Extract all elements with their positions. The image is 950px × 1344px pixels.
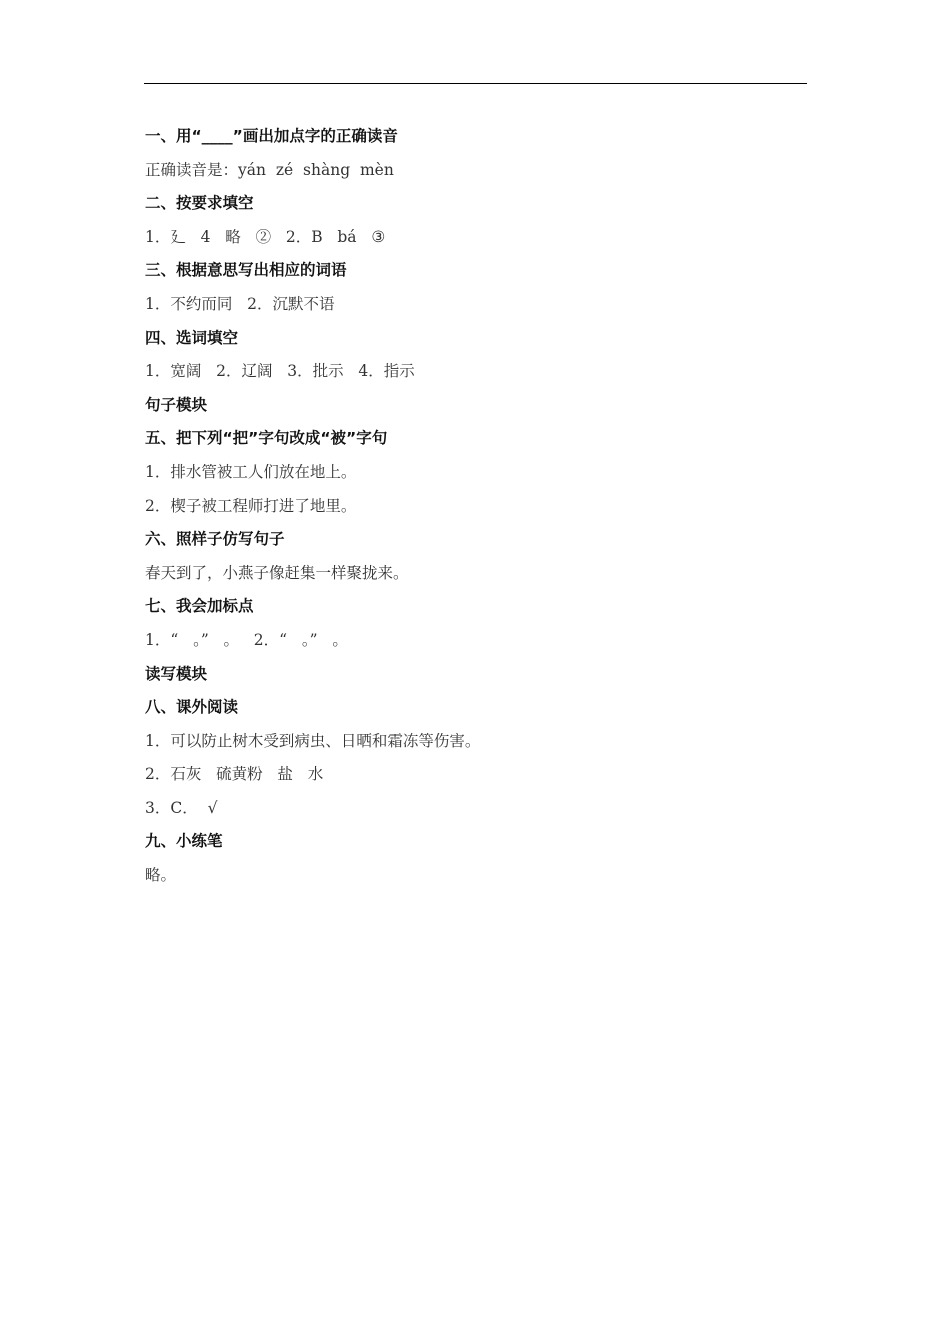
answer-line: 2．楔子被工程师打进了地里。 <box>145 496 357 515</box>
answer-line: 1．廴 4 略 ② 2．B bá ③ <box>145 227 386 246</box>
answer-line: 正确读音是：yán zé shàng mèn <box>145 160 394 179</box>
header-rule <box>144 83 807 84</box>
section-heading: 八、课外阅读 <box>145 698 239 717</box>
section-heading: 二、按要求填空 <box>145 194 254 213</box>
answer-key-content <box>145 120 805 893</box>
answer-line: 3．C． √ <box>145 798 218 817</box>
answer-line: 春天到了，小燕子像赶集一样聚拢来。 <box>145 563 409 582</box>
section-heading: 四、选词填空 <box>145 328 239 347</box>
module-heading: 句子模块 <box>145 395 208 414</box>
answer-line: 略。 <box>145 866 177 885</box>
answer-line: 2．石灰 硫黄粉 盐 水 <box>145 765 324 784</box>
section-heading: 九、小练笔 <box>145 832 223 851</box>
section-heading: 五、把下列“把”字句改成“被”字句 <box>145 429 388 448</box>
section-heading: 七、我会加标点 <box>145 597 254 616</box>
answer-line: 1．“ 。” 。 2．“ 。” 。 <box>145 630 348 649</box>
section-heading: 一、用“____”画出加点字的正确读音 <box>145 127 398 145</box>
answer-line: 1．排水管被工人们放在地上。 <box>145 462 357 481</box>
answer-line: 1．不约而同 2．沉默不语 <box>145 294 335 313</box>
module-heading: 读写模块 <box>145 664 208 683</box>
section-heading: 三、根据意思写出相应的词语 <box>145 261 347 280</box>
answer-line: 1．可以防止树木受到病虫、日晒和霜冻等伤害。 <box>145 731 481 750</box>
answer-line: 1．宽阔 2．辽阔 3．批示 4．指示 <box>145 362 415 381</box>
section-heading: 六、照样子仿写句子 <box>145 530 285 549</box>
